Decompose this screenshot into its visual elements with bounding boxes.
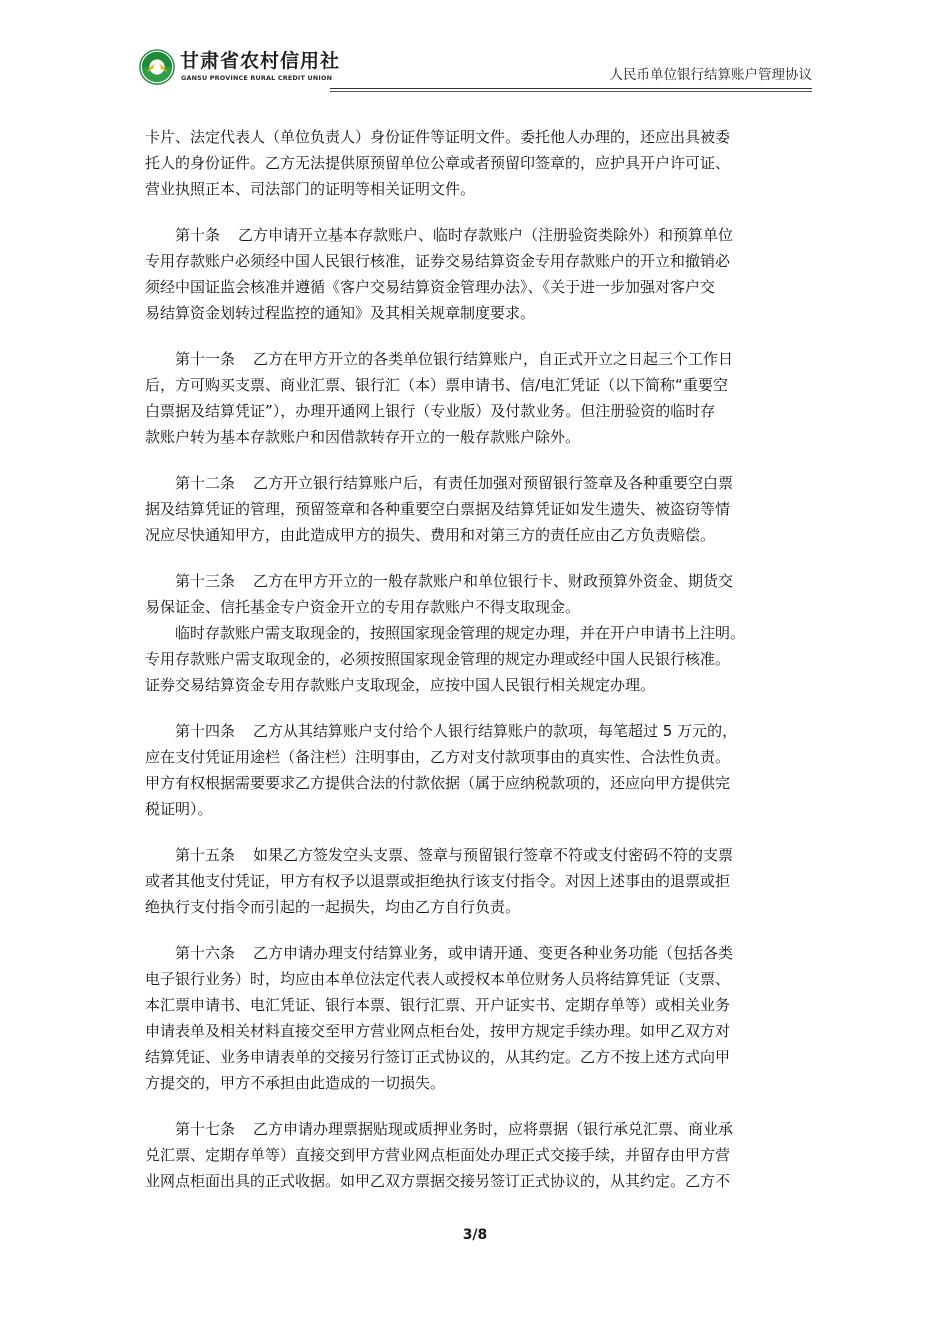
line-text: 乙方申请开立基本存款账户、临时存款账户（注册验资类除外）和预算单位	[238, 226, 734, 244]
document-body	[145, 124, 810, 1214]
text-line	[145, 300, 810, 326]
brand-name-en: GANSU PROVINCE RURAL CREDIT UNION	[181, 74, 333, 82]
line-text: 况应尽快通知甲方，由此造成甲方的损失、费用和对第三方的责任应由乙方负责赔偿。	[145, 526, 716, 544]
continuation-paragraph	[145, 124, 810, 202]
line-text: 甲方有权根据需要要求乙方提供合法的付款依据（属于应纳税款项的，还应向甲方提供完	[145, 774, 731, 792]
line-text: 乙方在甲方开立的各类单位银行结算账户，自正式开立之日起三个工作日	[253, 350, 734, 368]
document-title: 人民币单位银行结算账户管理协议	[609, 67, 812, 83]
line-text: 乙方在甲方开立的一般存款账户和单位银行卡、财政预算外资金、期货交	[253, 572, 734, 590]
line-text: 易结算资金划转过程监控的通知》及其相关规章制度要求。	[145, 304, 536, 322]
line-text: 乙方申请办理票据贴现或质押业务时，应将票据（银行承兑汇票、商业承	[253, 1120, 734, 1138]
text-line	[145, 568, 810, 594]
text-line	[145, 150, 810, 176]
line-text: 乙方开立银行结算账户后，有责任加强对预留银行签章及各种重要空白票	[253, 474, 734, 492]
line-text: 业网点柜面出具的正式收据。如甲乙双方票据交接另签订正式协议的，从其约定。乙方不	[145, 1172, 731, 1190]
line-text: 电子银行业务）时，均应由本单位法定代表人或授权本单位财务人员将结算凭证（支票、	[145, 970, 731, 988]
article-paragraph	[145, 940, 810, 1096]
line-text: 易保证金、信托基金专户资金开立的专用存款账户不得支取现金。	[145, 598, 581, 616]
header-divider	[330, 88, 812, 89]
text-line	[145, 1070, 810, 1096]
article-paragraph	[145, 222, 810, 326]
article-paragraph	[145, 470, 810, 548]
line-text: 专用存款账户必须经中国人民银行核准，证券交易结算资金专用存款账户的开立和撤销必	[145, 252, 731, 270]
text-line	[145, 124, 810, 150]
page-number: 3/8	[462, 1227, 488, 1243]
page-header	[138, 46, 812, 92]
line-text: 后，方可购买支票、商业汇票、银行汇（本）票申请书、信/电汇凭证（以下简称“重要空	[145, 376, 728, 394]
text-line	[145, 594, 810, 620]
text-line	[145, 222, 810, 248]
text-line	[145, 770, 810, 796]
text-line	[145, 424, 810, 450]
line-text: 本汇票申请书、电汇凭证、银行本票、银行汇票、开户证实书、定期存单等）或相关业务	[145, 996, 731, 1014]
gansu-rcc-logo-icon	[138, 48, 176, 86]
line-text: 方提交的，甲方不承担由此造成的一切损失。	[145, 1074, 446, 1092]
brand-name-cn: 甘肃省农村信用社	[180, 50, 341, 72]
header-divider-thin	[330, 91, 812, 92]
line-text: 税证明）。	[145, 800, 213, 818]
text-line	[145, 868, 810, 894]
text-line	[145, 248, 810, 274]
text-line	[145, 940, 810, 966]
text-line	[145, 1142, 810, 1168]
article-number: 第十七条	[175, 1120, 236, 1138]
text-line	[145, 966, 810, 992]
line-text: 营业执照正本、司法部门的证明等相关证明文件。	[145, 180, 476, 198]
text-line	[145, 1116, 810, 1142]
text-line	[145, 894, 810, 920]
line-text: 白票据及结算凭证”），办理开通网上银行（专业版）及付款业务。但注册验资的临时存	[145, 402, 716, 420]
text-line	[145, 842, 810, 868]
line-text: 兑汇票、定期存单等）直接交到甲方营业网点柜面处办理正式交接手续，并留存由甲方营	[145, 1146, 731, 1164]
text-line	[145, 346, 810, 372]
article-paragraph	[145, 346, 810, 450]
text-line	[145, 1044, 810, 1070]
article-number: 第十四条	[175, 722, 236, 740]
text-line	[145, 522, 810, 548]
text-line	[145, 398, 810, 424]
article-number: 第十六条	[175, 944, 236, 962]
text-line	[145, 176, 810, 202]
text-line	[145, 1018, 810, 1044]
article-number: 第十一条	[175, 350, 236, 368]
line-text: 据及结算凭证的管理，预留签章和各种重要空白票据及结算凭证如发生遗失、被盗窃等情	[145, 500, 731, 518]
line-text: 款账户转为基本存款账户和因借款转存开立的一般存款账户除外。	[145, 428, 581, 446]
text-line	[145, 718, 810, 744]
line-text: 卡片、法定代表人（单位负责人）身份证件等证明文件。委托他人办理的，还应出具被委	[145, 128, 731, 146]
article-number: 第十条	[175, 226, 221, 244]
line-text: 结算凭证、业务申请表单的交接另行签订正式协议的，从其约定。乙方不按上述方式向甲	[145, 1048, 731, 1066]
line-text: 托人的身份证件。乙方无法提供原预留单位公章或者预留印签章的，应护具开户许可证、	[145, 154, 731, 172]
article-number: 第十二条	[175, 474, 236, 492]
article-number: 第十三条	[175, 572, 236, 590]
line-text: 申请表单及相关材料直接交至甲方营业网点柜台处，按甲方规定手续办理。如甲乙双方对	[145, 1022, 731, 1040]
line-text: 绝执行支付指令而引起的一起损失，均由乙方自行负责。	[145, 898, 521, 916]
text-line: 临时存款账户需支取现金的，按照国家现金管理的规定办理，并在开户申请书上注明。	[175, 624, 746, 642]
line-text: 须经中国证监会核准并遵循《客户交易结算资金管理办法》、《关于进一步加强对客户交	[145, 278, 716, 296]
article-paragraph	[145, 568, 810, 698]
text-line	[145, 274, 810, 300]
article-paragraph	[145, 1116, 810, 1194]
article-number: 第十五条	[175, 846, 236, 864]
text-line: 专用存款账户需支取现金的，必须按照国家现金管理的规定办理或经中国人民银行核准。	[145, 650, 731, 668]
article-paragraph	[145, 842, 810, 920]
text-line	[145, 496, 810, 522]
line-text: 应在支付凭证用途栏（备注栏）注明事由，乙方对支付款项事由的真实性、合法性负责。	[145, 748, 731, 766]
line-text: 乙方从其结算账户支付给个人银行结算账户的款项，每笔超过 5 万元的，	[253, 722, 738, 740]
article-paragraph	[145, 718, 810, 822]
line-text: 乙方申请办理支付结算业务，或申请开通、变更各种业务功能（包括各类	[253, 944, 734, 962]
text-line	[145, 796, 810, 822]
text-line	[145, 470, 810, 496]
text-line	[145, 744, 810, 770]
text-line	[145, 372, 810, 398]
line-text: 如果乙方签发空头支票、签章与预留银行签章不符或支付密码不符的支票	[253, 846, 734, 864]
line-text: 或者其他支付凭证，甲方有权予以退票或拒绝执行该支付指令。对因上述事由的退票或拒	[145, 872, 731, 890]
text-line	[145, 1168, 810, 1194]
text-line	[145, 992, 810, 1018]
text-line: 证券交易结算资金专用存款账户支取现金，应按中国人民银行相关规定办理。	[145, 676, 656, 694]
